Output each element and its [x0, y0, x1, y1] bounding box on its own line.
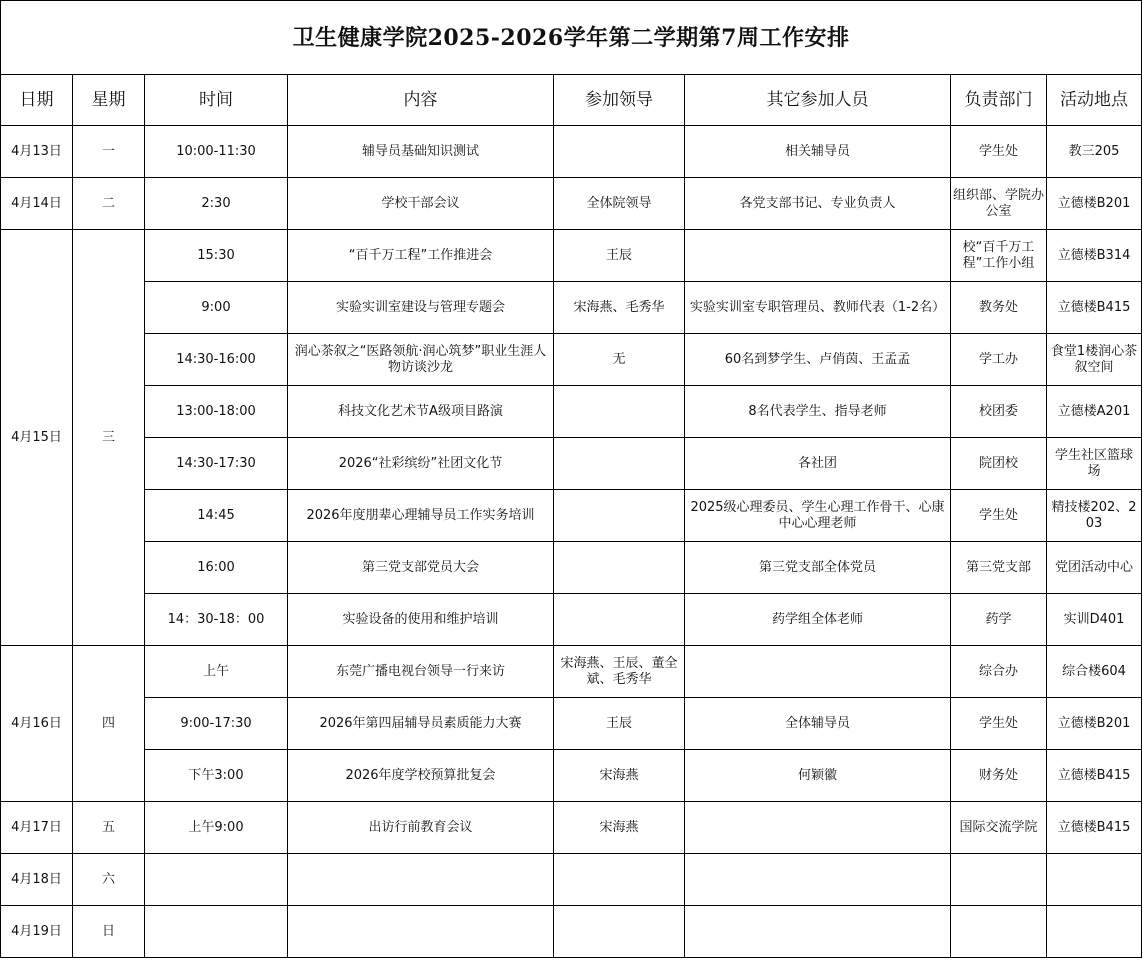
location-cell: 食堂1楼润心茶叙空间 — [1047, 334, 1142, 386]
leaders-cell — [554, 126, 685, 178]
time-cell: 上午 — [145, 646, 288, 698]
weekday-cell: 二 — [73, 178, 145, 230]
table-row — [1, 334, 1142, 386]
dept-cell: 校团委 — [951, 386, 1047, 438]
leaders-cell — [554, 438, 685, 490]
table-row — [1, 126, 1142, 178]
table-row — [1, 750, 1142, 802]
time-cell: 9:00 — [145, 282, 288, 334]
dept-cell: 学生处 — [951, 126, 1047, 178]
header-time: 时间 — [145, 75, 288, 126]
weekday-cell: 日 — [73, 906, 145, 958]
table-row — [1, 854, 1142, 906]
dept-cell: 学生处 — [951, 698, 1047, 750]
others-cell: 各党支部书记、专业负责人 — [685, 178, 951, 230]
dept-cell: 院团校 — [951, 438, 1047, 490]
date-cell: 4月17日 — [1, 802, 73, 854]
others-cell: 实验实训室专职管理员、教师代表（1-2名） — [685, 282, 951, 334]
content-cell: “百千万工程”工作推进会 — [288, 230, 554, 282]
leaders-cell: 王辰 — [554, 698, 685, 750]
content-cell: 2026“社彩缤纷”社团文化节 — [288, 438, 554, 490]
weekday-cell: 五 — [73, 802, 145, 854]
others-cell: 各社团 — [685, 438, 951, 490]
dept-cell: 国际交流学院 — [951, 802, 1047, 854]
time-cell — [145, 906, 288, 958]
others-cell: 60名到梦学生、卢俏茵、王孟孟 — [685, 334, 951, 386]
leaders-cell — [554, 854, 685, 906]
time-cell — [145, 854, 288, 906]
location-cell: 立德楼B415 — [1047, 750, 1142, 802]
table-row — [1, 594, 1142, 646]
leaders-cell: 无 — [554, 334, 685, 386]
content-cell: 2026年度朋辈心理辅导员工作实务培训 — [288, 490, 554, 542]
location-cell: 党团活动中心 — [1047, 542, 1142, 594]
leaders-cell — [554, 542, 685, 594]
time-cell: 2:30 — [145, 178, 288, 230]
dept-cell — [951, 854, 1047, 906]
time-cell: 10:00-11:30 — [145, 126, 288, 178]
time-cell: 9:00-17:30 — [145, 698, 288, 750]
content-cell — [288, 906, 554, 958]
time-cell: 16:00 — [145, 542, 288, 594]
leaders-cell: 全体院领导 — [554, 178, 685, 230]
others-cell — [685, 802, 951, 854]
time-cell: 14:30-16:00 — [145, 334, 288, 386]
others-cell: 相关辅导员 — [685, 126, 951, 178]
time-cell: 上午9:00 — [145, 802, 288, 854]
time-cell: 14:30-17:30 — [145, 438, 288, 490]
weekday-cell: 三 — [73, 230, 145, 646]
dept-cell: 药学 — [951, 594, 1047, 646]
leaders-cell: 宋海燕、王辰、董全斌、毛秀华 — [554, 646, 685, 698]
others-cell — [685, 646, 951, 698]
leaders-cell: 宋海燕、毛秀华 — [554, 282, 685, 334]
location-cell: 实训D401 — [1047, 594, 1142, 646]
others-cell — [685, 230, 951, 282]
others-cell — [685, 854, 951, 906]
others-cell: 第三党支部全体党员 — [685, 542, 951, 594]
dept-cell: 综合办 — [951, 646, 1047, 698]
others-cell: 何颖徽 — [685, 750, 951, 802]
table-row — [1, 178, 1142, 230]
header-content: 内容 — [288, 75, 554, 126]
table-row — [1, 386, 1142, 438]
table-row — [1, 698, 1142, 750]
content-cell: 实验实训室建设与管理专题会 — [288, 282, 554, 334]
location-cell — [1047, 906, 1142, 958]
content-cell: 实验设备的使用和维护培训 — [288, 594, 554, 646]
header-leaders: 参加领导 — [554, 75, 685, 126]
time-cell: 14：30-18：00 — [145, 594, 288, 646]
location-cell: 立德楼B201 — [1047, 698, 1142, 750]
others-cell — [685, 906, 951, 958]
table-row — [1, 646, 1142, 698]
dept-cell — [951, 906, 1047, 958]
header-date: 日期 — [1, 75, 73, 126]
content-cell: 科技文化艺术节A级项目路演 — [288, 386, 554, 438]
header-weekday: 星期 — [73, 75, 145, 126]
location-cell: 教三205 — [1047, 126, 1142, 178]
location-cell: 立德楼B415 — [1047, 802, 1142, 854]
content-cell: 润心茶叙之“医路领航·润心筑梦”职业生涯人物访谈沙龙 — [288, 334, 554, 386]
table-row — [1, 542, 1142, 594]
date-cell: 4月13日 — [1, 126, 73, 178]
others-cell: 药学组全体老师 — [685, 594, 951, 646]
location-cell: 立德楼B314 — [1047, 230, 1142, 282]
table-row — [1, 802, 1142, 854]
location-cell — [1047, 854, 1142, 906]
others-cell: 2025级心理委员、学生心理工作骨干、心康中心心理老师 — [685, 490, 951, 542]
header-location: 活动地点 — [1047, 75, 1142, 126]
date-cell: 4月15日 — [1, 230, 73, 646]
content-cell: 第三党支部党员大会 — [288, 542, 554, 594]
location-cell: 立德楼B415 — [1047, 282, 1142, 334]
weekday-cell: 六 — [73, 854, 145, 906]
header-other-participants: 其它参加人员 — [685, 75, 951, 126]
dept-cell: 校“百千万工程”工作小组 — [951, 230, 1047, 282]
content-cell — [288, 854, 554, 906]
leaders-cell: 宋海燕 — [554, 802, 685, 854]
time-cell: 下午3:00 — [145, 750, 288, 802]
content-cell: 2026年度学校预算批复会 — [288, 750, 554, 802]
header-department: 负责部门 — [951, 75, 1047, 126]
table-row — [1, 438, 1142, 490]
date-cell: 4月16日 — [1, 646, 73, 802]
location-cell: 立德楼A201 — [1047, 386, 1142, 438]
time-cell: 14:45 — [145, 490, 288, 542]
content-cell: 学校干部会议 — [288, 178, 554, 230]
content-cell: 出访行前教育会议 — [288, 802, 554, 854]
date-cell: 4月18日 — [1, 854, 73, 906]
date-cell: 4月19日 — [1, 906, 73, 958]
dept-cell: 财务处 — [951, 750, 1047, 802]
dept-cell: 学工办 — [951, 334, 1047, 386]
leaders-cell: 王辰 — [554, 230, 685, 282]
table-row — [1, 490, 1142, 542]
content-cell: 辅导员基础知识测试 — [288, 126, 554, 178]
location-cell: 综合楼604 — [1047, 646, 1142, 698]
others-cell: 全体辅导员 — [685, 698, 951, 750]
content-cell: 东莞广播电视台领导一行来访 — [288, 646, 554, 698]
weekday-cell: 四 — [73, 646, 145, 802]
table-row — [1, 282, 1142, 334]
dept-cell: 教务处 — [951, 282, 1047, 334]
date-cell: 4月14日 — [1, 178, 73, 230]
time-cell: 13:00-18:00 — [145, 386, 288, 438]
location-cell: 学生社区篮球场 — [1047, 438, 1142, 490]
dept-cell: 学生处 — [951, 490, 1047, 542]
leaders-cell — [554, 386, 685, 438]
leaders-cell — [554, 594, 685, 646]
leaders-cell: 宋海燕 — [554, 750, 685, 802]
page-title: 卫生健康学院2025-2026学年第二学期第7周工作安排 — [1, 1, 1142, 75]
dept-cell: 第三党支部 — [951, 542, 1047, 594]
location-cell: 立德楼B201 — [1047, 178, 1142, 230]
weekday-cell: 一 — [73, 126, 145, 178]
time-cell: 15:30 — [145, 230, 288, 282]
others-cell: 8名代表学生、指导老师 — [685, 386, 951, 438]
leaders-cell — [554, 490, 685, 542]
dept-cell: 组织部、学院办公室 — [951, 178, 1047, 230]
table-row — [1, 230, 1142, 282]
location-cell: 精技楼202、203 — [1047, 490, 1142, 542]
content-cell: 2026年第四届辅导员素质能力大赛 — [288, 698, 554, 750]
table-row — [1, 906, 1142, 958]
leaders-cell — [554, 906, 685, 958]
